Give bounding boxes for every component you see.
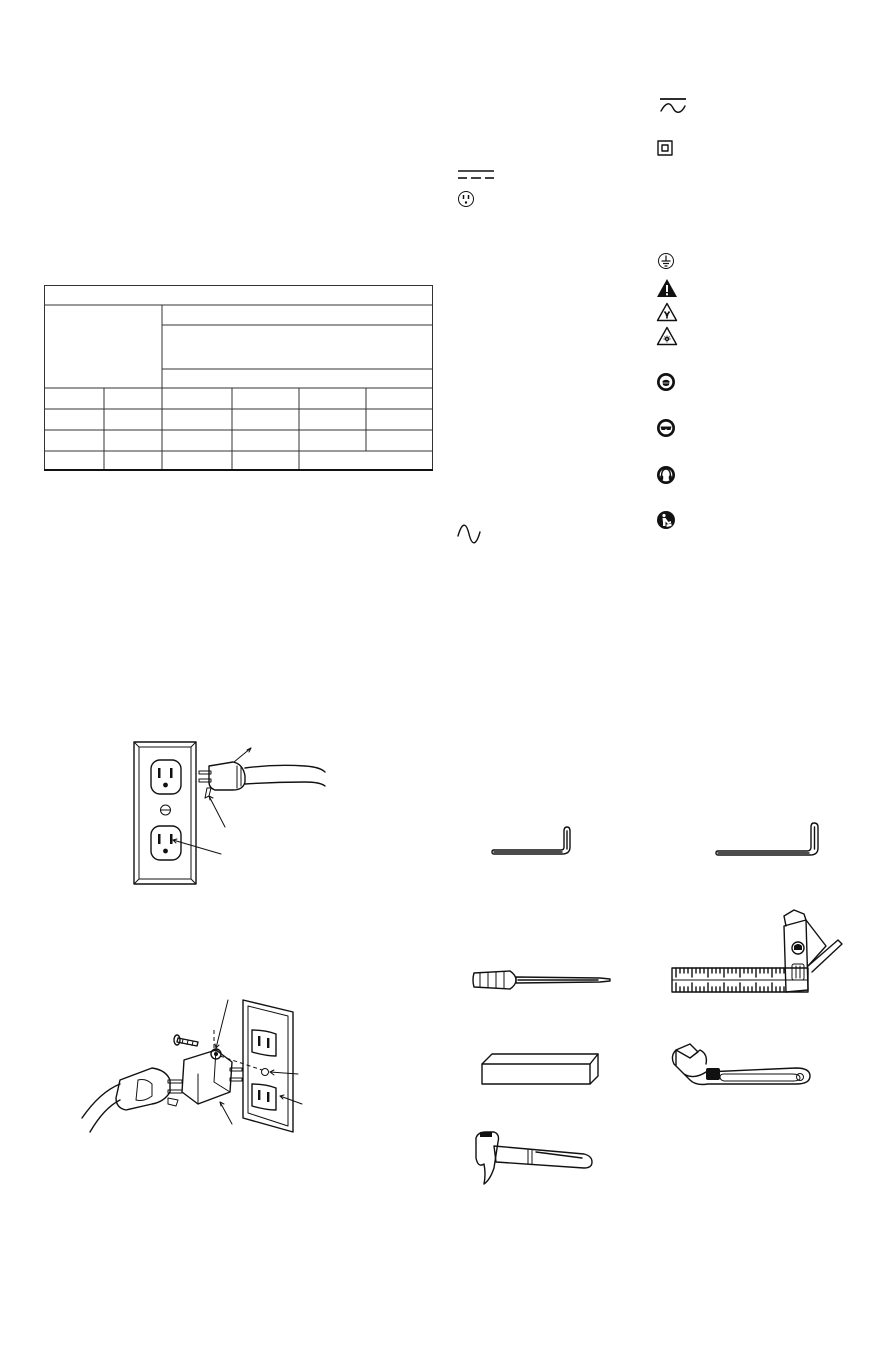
wear-eye-protection-icon [656, 418, 676, 438]
laser-warning-icon [656, 326, 678, 346]
adjustable-wrench-icon [668, 1040, 816, 1092]
hammer-icon [470, 1128, 596, 1188]
earth-ground-icon [657, 252, 675, 270]
dc-current-icon [456, 168, 496, 180]
extension-cord-table [44, 285, 434, 471]
screwdriver-icon [470, 965, 615, 995]
radiation-warning-icon [656, 302, 678, 322]
safety-alert-icon [656, 278, 678, 298]
wood-block-icon [478, 1050, 603, 1088]
long-hex-key-icon [714, 820, 824, 862]
wear-hearing-protection-icon [656, 465, 676, 485]
short-hex-key-icon [490, 825, 582, 863]
double-insulation-icon [656, 139, 674, 157]
combination-square-icon [668, 908, 848, 996]
grounded-outlet-illustration [125, 742, 325, 887]
adapter-outlet-illustration [80, 1000, 320, 1135]
grounded-plug-icon [457, 190, 475, 208]
table-border [45, 286, 433, 470]
alternating-current-icon [455, 524, 483, 544]
ac-current-icon [657, 96, 689, 116]
read-manual-icon [656, 510, 676, 530]
wear-dust-mask-icon [656, 372, 676, 392]
